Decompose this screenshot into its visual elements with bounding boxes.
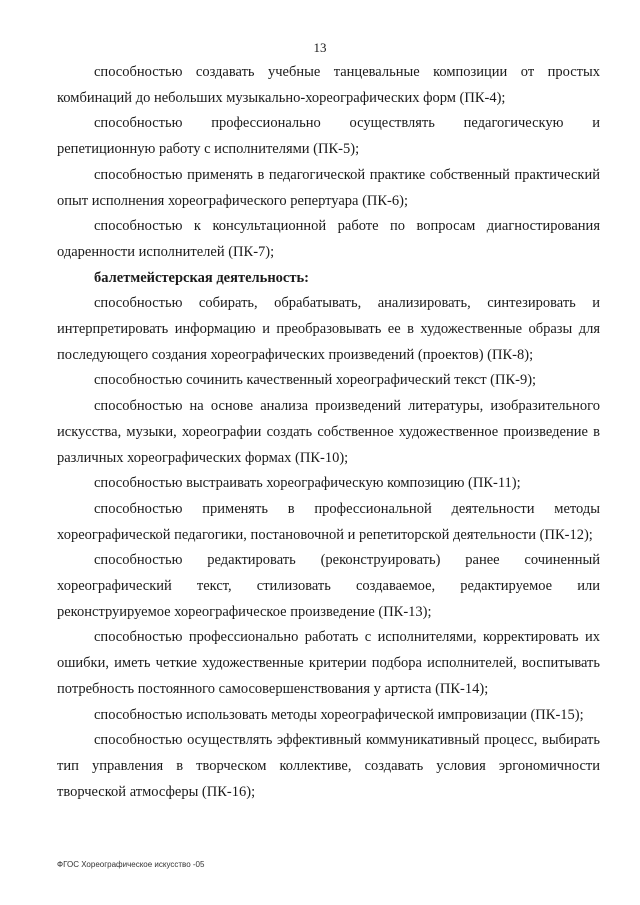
competency-pk-12: способностью применять в профессиональной деятельности методы хореографической педагогики, постановочной и репетиторской деятельности (ПК-12);: [57, 500, 600, 543]
competency-pk-14: способностью профессионально работать с исполнителями, корректировать их ошибки, иметь четкие художественные критерии подбора исполнителей, воспитывать потребность постоянного самосовершенствования у артиста (ПК-14);: [57, 629, 600, 697]
competency-pk-10: способностью на основе анализа произведений литературы, изобразительного искусства, музыки, хореографии создать собственное художественное произведение в различных хореографических формах (ПК-10);: [57, 398, 600, 466]
competency-pk-11: способностью выстраивать хореографическую композицию (ПК-11);: [94, 475, 521, 492]
competency-pk-5: способностью профессионально осуществлять педагогическую и репетиционную работу с исполнителями (ПК-5);: [57, 115, 600, 158]
competency-pk-15: способностью использовать методы хореографической импровизации (ПК-15);: [94, 706, 584, 723]
section-heading: балетмейстерская деятельность:: [94, 269, 309, 286]
competency-pk-8: способностью собирать, обрабатывать, анализировать, синтезировать и интерпретировать информацию и преобразовывать ее в художественные образы для последующего создания хореографических произведений (проектов) (ПК-8);: [57, 295, 600, 363]
page-footer: ФГОС Хореографическое искусство -05: [57, 860, 205, 869]
competency-pk-7: способностью к консультационной работе по вопросам диагностирования одаренности исполнителей (ПК-7);: [57, 218, 600, 260]
document-body: [57, 60, 600, 805]
competency-pk-16: способностью осуществлять эффективный коммуникативный процесс, выбирать тип управления в творческом коллективе, создавать условия эргономичности творческой атмосферы (ПК-16);: [57, 732, 600, 800]
competency-pk-13: способностью редактировать (реконструировать) ранее сочиненный хореографический текст, стилизовать создаваемое, редактируемое или реконструируемое хореографическое произведение (ПК-13);: [57, 552, 600, 620]
competency-pk-9: способностью сочинить качественный хореографический текст (ПК-9);: [94, 372, 537, 389]
page-number: 13: [313, 40, 327, 55]
competency-pk-4: способностью создавать учебные танцевальные композиции от простых комбинаций до небольших музыкально-хореографических форм (ПК-4);: [57, 64, 600, 106]
competency-pk-6: способностью применять в педагогической практике собственный практический опыт исполнения хореографического репертуара (ПК-6);: [57, 166, 600, 209]
